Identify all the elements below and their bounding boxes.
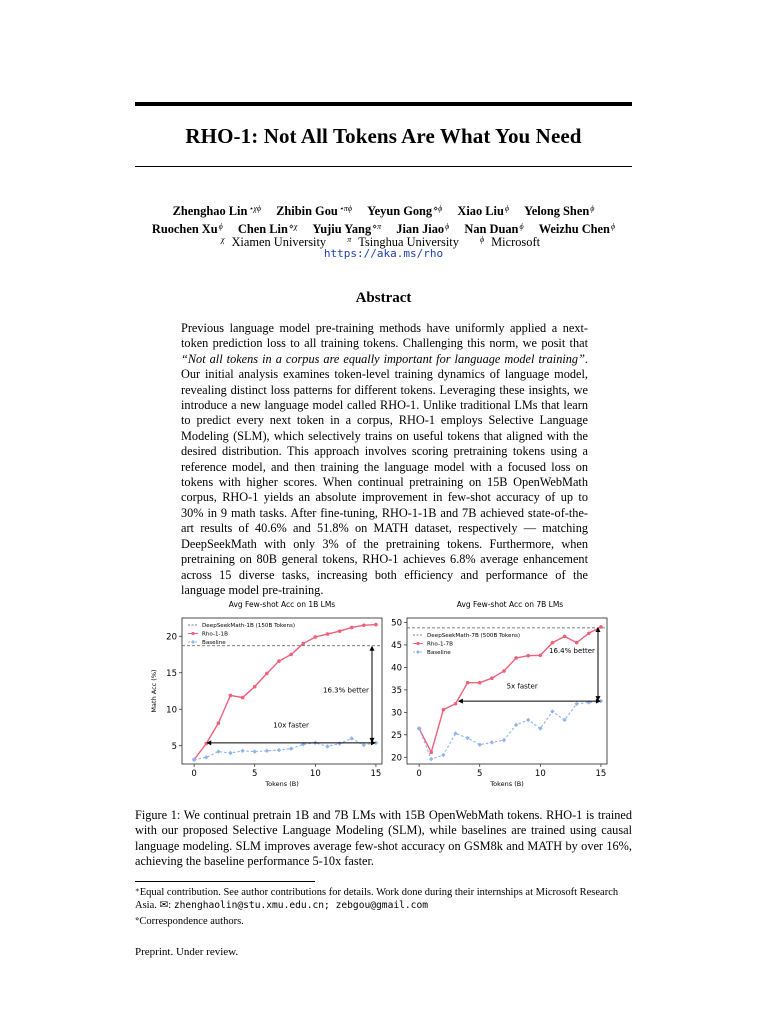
series-rho-point — [490, 676, 494, 680]
series-rho-point — [241, 696, 245, 700]
series-rho-point — [526, 654, 530, 658]
legend-marker — [191, 632, 194, 635]
footnote-1: ∗Equal contribution. See author contributions for details. Work done during their internships at Microsoft Research Asia. ✉: zhenghaolin@stu.xmu.edu.cn; zebgou@gmail.com — [135, 886, 619, 912]
x-tick-label: 5 — [477, 769, 483, 779]
series-rho-point — [551, 641, 555, 645]
y-tick-label: 30 — [391, 708, 402, 719]
annotation-faster: 5x faster — [506, 682, 538, 691]
author: Yujiu Yang$^{⋄\pi}$ — [312, 222, 382, 236]
affiliation: $^\pi$ Tsinghua University — [347, 235, 459, 249]
series-rho-point — [217, 721, 221, 725]
y-tick-label: 20 — [166, 632, 177, 643]
x-tick-label: 15 — [595, 769, 607, 779]
series-baseline-point — [228, 751, 232, 755]
footnote-2: ⋄Correspondence authors. — [135, 914, 244, 927]
author: Ruochen $Xu^\phi$ — [151, 222, 223, 236]
series-rho-point — [466, 681, 470, 685]
y-tick-label: 50 — [391, 618, 402, 629]
preprint-note: Preprint. Under review. — [135, 946, 239, 958]
series-rho-point — [253, 685, 257, 689]
series-baseline-point — [362, 743, 366, 747]
author: Zhibin Gou$^{⋆\pi\phi}$ — [276, 204, 352, 218]
project-link[interactable]: https://aka.ms/rho — [323, 247, 444, 260]
annotation-faster: 10x faster — [273, 721, 309, 730]
affiliation: $^\chi$ Xiamen University — [220, 235, 327, 249]
series-baseline-point — [429, 757, 433, 761]
series-baseline-point — [453, 731, 457, 735]
figure-1 — [140, 596, 628, 792]
y-tick-label: 25 — [391, 730, 402, 741]
figure-charts — [140, 596, 628, 792]
author: Zhenghao Lin$^{⋆\chi\phi}$ — [172, 204, 262, 218]
legend-label: Baseline — [202, 640, 226, 646]
series-rho-point — [289, 653, 293, 657]
x-tick-label: 0 — [191, 769, 197, 779]
footnote-rule — [135, 881, 315, 882]
abstract-text: Previous language model pre-training methods have uniformly applied a next-token prediction loss to all training tokens. Challenging this norm, we posit that “Not all tokens in a corpus are equally important for language model training”. Our initial analysis examines token-level training dynamics of language model, revealing distinct loss patterns for different tokens. Leveraging these insights, we introduce a new language model called RHO-1. Unlike traditional LMs that learn to predict every next token in a corpus, RHO-1 employs Selective Language Modeling (SLM), which selectively trains on useful tokens that aligned with the desired distribution. This approach involves scoring pretraining tokens using a reference model, and then training the language model with a focused loss on tokens with higher scores. When continual pretraining on 15B OpenWebMath corpus, RHO-1 yields an absolute improvement in few-shot accuracy of up to 30% in 9 math tasks. After fine-tuning, RHO-1-1B and 7B achieved state-of-the-art results of 40.6% and 51.8% on MATH dataset, respectively — matching DeepSeekMath with only 3% of the pretraining tokens. Furthermore, when pretraining on 80B general tokens, RHO-1 achieves 6.8% average enhancement across 15 diverse tasks, increasing both efficiency and performance of the language model pre-training. — [181, 321, 588, 597]
series-baseline-point — [550, 709, 554, 713]
series-baseline-point — [325, 744, 329, 748]
series-rho-point — [277, 659, 281, 663]
author-line-1 — [135, 201, 632, 219]
x-tick-label: 5 — [252, 769, 258, 779]
series-baseline-point — [349, 736, 353, 740]
x-axis-label: Tokens (B) — [265, 780, 299, 788]
legend-marker — [191, 640, 195, 644]
x-axis-label: Tokens (B) — [490, 780, 524, 788]
series-baseline-point — [574, 702, 578, 706]
legend-marker — [416, 650, 420, 654]
author: Jian Jiao$^\phi$ — [396, 222, 450, 236]
y-tick-label: 15 — [166, 668, 177, 679]
affiliation: $^\phi$ Microsoft — [480, 235, 541, 249]
author: Chen Lin$^{⋄\chi}$ — [237, 222, 298, 236]
y-tick-label: 10 — [166, 705, 177, 716]
series-baseline-line — [194, 738, 376, 759]
series-rho-point — [575, 641, 579, 645]
series-rho-point — [326, 632, 330, 636]
series-baseline-point — [204, 755, 208, 759]
series-rho-point — [563, 635, 567, 639]
chart-title: Avg Few-shot Acc on 7B LMs — [456, 600, 564, 609]
series-baseline-point — [216, 749, 220, 753]
title-rule-top — [135, 102, 632, 106]
author: Xiao Liu$^\phi$ — [457, 204, 510, 218]
series-rho-point — [599, 625, 603, 629]
annotation-better: 16.3% better — [323, 686, 369, 695]
series-rho-point — [514, 656, 518, 660]
email-link[interactable]: zhenghaolin@stu.xmu.edu.cn — [173, 900, 325, 912]
y-tick-label: 20 — [391, 753, 402, 764]
series-baseline-point — [526, 718, 530, 722]
series-baseline-point — [265, 749, 269, 753]
author: Yelong Shen$^\phi$ — [524, 204, 595, 218]
legend-label: Rho-1-1B — [202, 631, 228, 638]
series-rho-point — [229, 694, 233, 698]
better-arrow-head — [370, 646, 375, 651]
series-rho-point — [338, 629, 342, 633]
series-baseline-point — [441, 753, 445, 757]
series-baseline-point — [514, 723, 518, 727]
figure-caption: Figure 1: We continual pretrain 1B and 7B LMs with 15B OpenWebMath tokens. RHO-1 is trained with our proposed Selective Language Modeling (SLM), while baselines are trained using causal language modeling. SLM improves average few-shot accuracy on GSM8k and MATH by over 16%, achieving the baseline performance 5-10x faster. — [135, 808, 632, 869]
series-rho-point — [429, 751, 433, 755]
x-tick-label: 0 — [416, 769, 422, 779]
series-rho-point — [265, 672, 269, 676]
y-tick-label: 35 — [391, 685, 402, 696]
author: Weizhu Chen$^\phi$ — [538, 222, 616, 236]
series-rho-point — [502, 669, 506, 673]
series-baseline-point — [240, 749, 244, 753]
series-baseline-point — [277, 748, 281, 752]
series-baseline-point — [253, 749, 257, 753]
title-rule-bottom — [135, 166, 632, 167]
series-rho-point — [350, 626, 354, 630]
chart-title: Avg Few-shot Acc on 1B LMs — [228, 600, 336, 609]
series-baseline-point — [465, 736, 469, 740]
legend-label: DeepSeekMath-7B (500B Tokens) — [427, 633, 521, 639]
series-rho-point — [454, 702, 458, 706]
x-tick-label: 10 — [534, 769, 546, 779]
y-tick-label: 40 — [391, 663, 402, 674]
legend-marker — [416, 642, 419, 645]
legend-label: DeepSeekMath-1B (150B Tokens) — [202, 623, 296, 629]
x-tick-label: 10 — [309, 769, 321, 779]
series-baseline-point — [490, 740, 494, 744]
series-rho-point — [362, 624, 366, 628]
series-baseline-point — [289, 746, 293, 750]
footnotes — [135, 884, 632, 928]
series-rho-point — [374, 623, 378, 627]
faster-arrow-head — [371, 740, 376, 745]
series-rho-point — [539, 653, 543, 657]
paper-title: RHO-1: Not All Tokens Are What You Need — [185, 124, 582, 148]
series-rho-point — [442, 708, 446, 712]
author: Nan Duan$^\phi$ — [464, 222, 524, 236]
series-baseline-line — [419, 701, 601, 759]
y-axis-label: Math Acc (%) — [150, 669, 158, 713]
series-rho-point — [301, 642, 305, 646]
annotation-better: 16.4% better — [549, 647, 595, 656]
series-rho-point — [478, 681, 482, 685]
series-baseline-point — [337, 741, 341, 745]
legend-label: Baseline — [427, 650, 451, 656]
series-baseline-point — [478, 742, 482, 746]
series-rho-point — [314, 635, 318, 639]
author: Yeyun Gong$^{⋄\phi}$ — [367, 204, 443, 218]
x-tick-label: 15 — [370, 769, 382, 779]
abstract-heading: Abstract — [355, 290, 412, 306]
legend-label: Rho-1-7B — [427, 641, 453, 648]
email-link[interactable]: zebgou@gmail.com — [335, 900, 429, 912]
series-rho-point — [587, 631, 591, 635]
plot-frame — [407, 618, 607, 764]
y-tick-label: 5 — [171, 741, 177, 752]
y-tick-label: 45 — [391, 640, 402, 651]
